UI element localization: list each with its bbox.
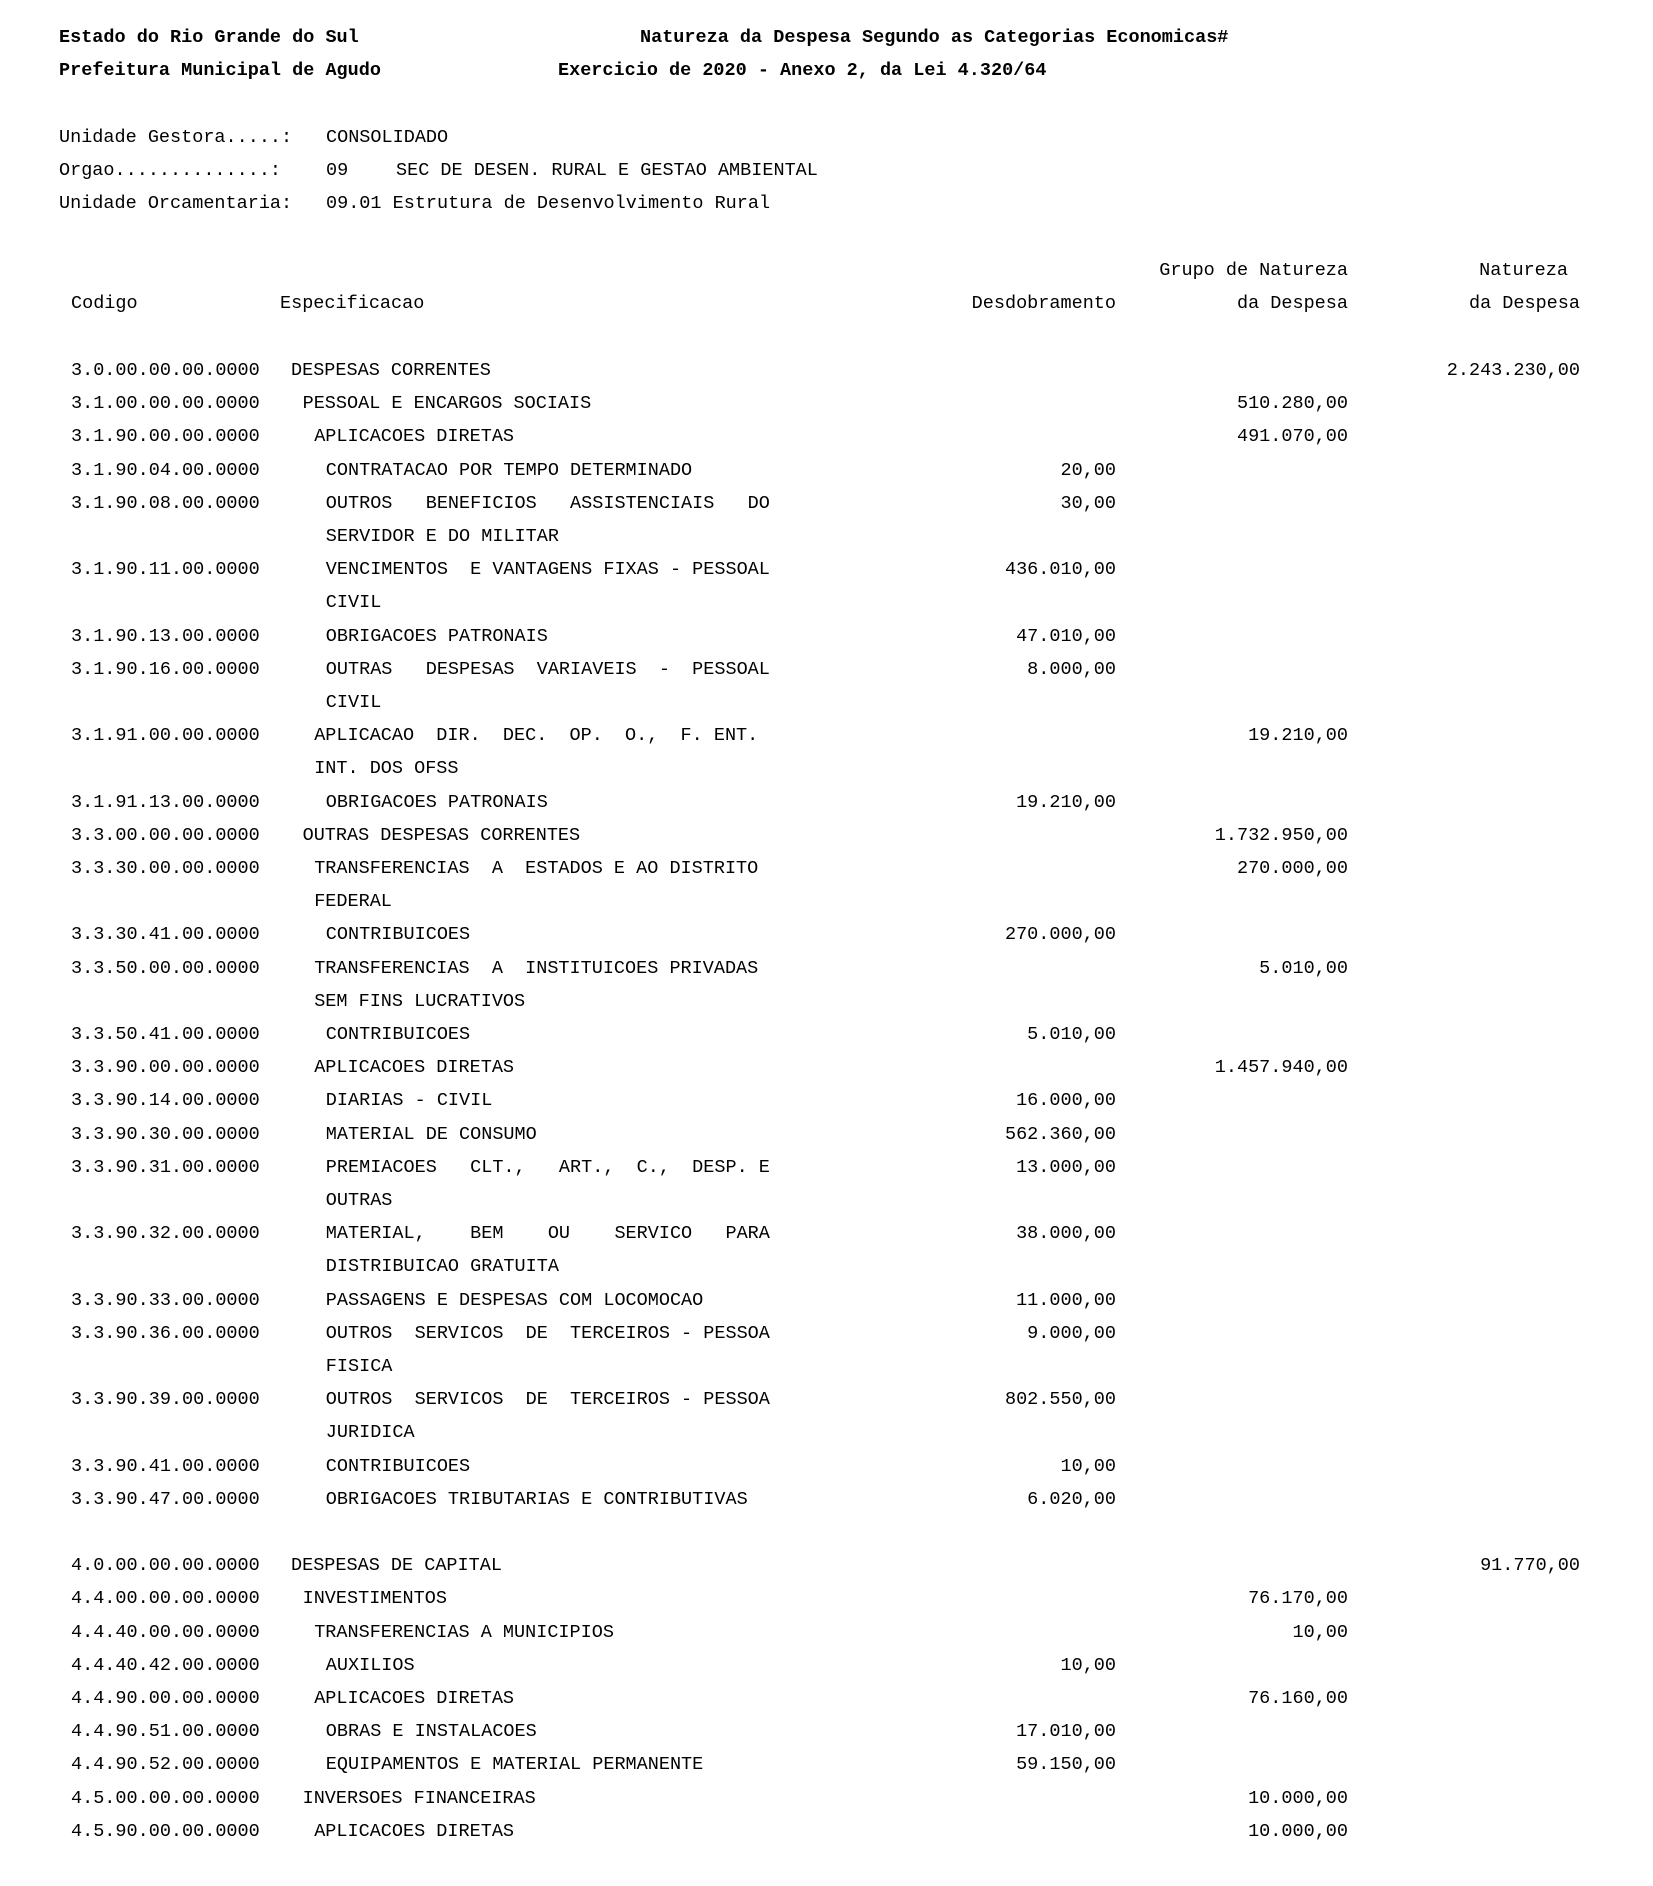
row-description: OUTROS BENEFICIOS ASSISTENCIAIS DO bbox=[325, 492, 770, 514]
col-header-desdobramento: Desdobramento bbox=[971, 293, 1116, 314]
row-code: 3.3.90.14.00.0000 bbox=[71, 1090, 260, 1112]
row-code: 3.1.90.11.00.0000 bbox=[71, 559, 260, 581]
row-grupo: 1.457.940,00 bbox=[1214, 1057, 1348, 1079]
row-code: 3.3.90.33.00.0000 bbox=[71, 1289, 260, 1311]
row-desdobramento: 270.000,00 bbox=[1004, 924, 1116, 946]
report-subtitle: Exercicio de 2020 - Anexo 2, da Lei 4.320/64 bbox=[558, 60, 1047, 81]
row-description: DESPESAS CORRENTES bbox=[291, 360, 491, 381]
row-grupo: 5.010,00 bbox=[1259, 957, 1348, 979]
orgao-name: SEC DE DESEN. RURAL E GESTAO AMBIENTAL bbox=[396, 160, 818, 181]
row-desdobramento: 19.210,00 bbox=[1016, 791, 1116, 813]
col-header-codigo: Codigo bbox=[71, 293, 138, 314]
row-desdobramento: 802.550,00 bbox=[1004, 1389, 1116, 1411]
row-code: 3.1.90.13.00.0000 bbox=[71, 625, 260, 647]
row-code: 3.3.00.00.00.0000 bbox=[71, 824, 260, 846]
row-description: MATERIAL DE CONSUMO bbox=[325, 1123, 537, 1145]
row-description: TRANSFERENCIAS A ESTADOS E AO DISTRITO bbox=[314, 858, 759, 879]
row-desdobramento: 59.150,00 bbox=[1016, 1754, 1116, 1776]
row-desdobramento: 10,00 bbox=[1060, 1654, 1116, 1676]
row-grupo: 76.170,00 bbox=[1248, 1588, 1348, 1610]
row-grupo: 491.070,00 bbox=[1236, 426, 1348, 448]
col-header-grupo-line1: Grupo de Natureza bbox=[1159, 260, 1348, 281]
row-description: SEM FINS LUCRATIVOS bbox=[314, 990, 526, 1012]
row-description: FISICA bbox=[325, 1356, 393, 1377]
row-description: DESPESAS DE CAPITAL bbox=[291, 1555, 502, 1577]
row-description: DIARIAS - CIVIL bbox=[325, 1090, 493, 1112]
row-code: 4.0.00.00.00.0000 bbox=[71, 1555, 260, 1577]
row-desdobramento: 10,00 bbox=[1060, 1455, 1116, 1477]
row-description: PREMIACOES CLT., ART., C., DESP. E bbox=[325, 1156, 770, 1178]
row-description: CONTRIBUICOES bbox=[325, 1024, 471, 1045]
row-description: AUXILIOS bbox=[325, 1654, 415, 1676]
row-code: 3.3.90.00.00.0000 bbox=[71, 1057, 260, 1079]
row-desdobramento: 9.000,00 bbox=[1027, 1322, 1116, 1344]
unidade-gestora-value: CONSOLIDADO bbox=[326, 127, 449, 148]
row-description: APLICACOES DIRETAS bbox=[314, 1057, 515, 1079]
col-header-natureza-line2: da Despesa bbox=[1468, 293, 1580, 314]
row-code: 3.3.50.00.00.0000 bbox=[71, 957, 260, 979]
row-description: DISTRIBUICAO GRATUITA bbox=[325, 1256, 559, 1278]
row-description: OUTRAS bbox=[325, 1190, 393, 1211]
row-description: APLICACAO DIR. DEC. OP. O., F. ENT. bbox=[314, 725, 759, 747]
row-description: APLICACOES DIRETAS bbox=[314, 426, 515, 448]
row-description: CONTRIBUICOES bbox=[325, 924, 471, 946]
row-code: 3.0.00.00.00.0000 bbox=[71, 360, 260, 381]
row-description: SERVIDOR E DO MILITAR bbox=[325, 526, 559, 547]
row-code: 3.1.00.00.00.0000 bbox=[71, 393, 260, 415]
row-desdobramento: 16.000,00 bbox=[1016, 1090, 1116, 1112]
row-description: VENCIMENTOS E VANTAGENS FIXAS - PESSOAL bbox=[325, 559, 770, 581]
row-description: APLICACOES DIRETAS bbox=[314, 1820, 515, 1842]
row-code: 3.3.30.41.00.0000 bbox=[71, 924, 260, 946]
row-desdobramento: 17.010,00 bbox=[1016, 1721, 1116, 1743]
row-description: EQUIPAMENTOS E MATERIAL PERMANENTE bbox=[325, 1754, 704, 1776]
row-description: CONTRIBUICOES bbox=[325, 1455, 471, 1477]
row-description: PESSOAL E ENCARGOS SOCIAIS bbox=[302, 393, 592, 415]
row-code: 4.4.40.00.00.0000 bbox=[71, 1621, 260, 1643]
row-grupo: 10.000,00 bbox=[1248, 1820, 1348, 1842]
row-code: 4.5.90.00.00.0000 bbox=[71, 1820, 260, 1842]
row-description: OBRIGACOES TRIBUTARIAS E CONTRIBUTIVAS bbox=[325, 1488, 748, 1510]
row-code: 3.3.50.41.00.0000 bbox=[71, 1024, 260, 1045]
row-desdobramento: 20,00 bbox=[1060, 459, 1116, 481]
row-code: 3.1.90.04.00.0000 bbox=[71, 459, 260, 481]
row-desdobramento: 8.000,00 bbox=[1027, 658, 1116, 680]
row-code: 3.1.90.16.00.0000 bbox=[71, 658, 260, 680]
row-desdobramento: 6.020,00 bbox=[1027, 1488, 1116, 1510]
row-description: APLICACOES DIRETAS bbox=[314, 1688, 515, 1709]
row-description: TRANSFERENCIAS A MUNICIPIOS bbox=[314, 1621, 614, 1643]
row-description: PASSAGENS E DESPESAS COM LOCOMOCAO bbox=[325, 1289, 704, 1311]
row-description: OUTROS SERVICOS DE TERCEIROS - PESSOA bbox=[325, 1322, 770, 1344]
row-description: MATERIAL, BEM OU SERVICO PARA bbox=[325, 1223, 770, 1245]
orgao-label: Orgao..............: bbox=[59, 160, 282, 181]
row-description: CIVIL bbox=[325, 592, 382, 614]
row-grupo: 19.210,00 bbox=[1248, 725, 1348, 747]
unidade-orcamentaria-label: Unidade Orcamentaria: bbox=[59, 193, 293, 214]
row-code: 4.4.40.42.00.0000 bbox=[71, 1654, 260, 1676]
row-grupo: 510.280,00 bbox=[1236, 393, 1348, 415]
row-grupo: 270.000,00 bbox=[1236, 858, 1348, 879]
row-description: INVERSOES FINANCEIRAS bbox=[302, 1787, 536, 1809]
header-municipality: Prefeitura Municipal de Agudo bbox=[59, 60, 381, 81]
row-code: 3.3.90.39.00.0000 bbox=[71, 1389, 260, 1411]
row-code: 3.1.90.08.00.0000 bbox=[71, 492, 260, 514]
row-code: 3.3.90.47.00.0000 bbox=[71, 1488, 260, 1510]
row-code: 3.3.90.31.00.0000 bbox=[71, 1156, 260, 1178]
row-desdobramento: 436.010,00 bbox=[1004, 559, 1116, 581]
row-code: 3.3.90.32.00.0000 bbox=[71, 1223, 260, 1245]
orgao-code: 09 bbox=[326, 160, 349, 181]
row-desdobramento: 5.010,00 bbox=[1027, 1024, 1116, 1045]
row-code: 3.3.90.30.00.0000 bbox=[71, 1123, 260, 1145]
row-description: CIVIL bbox=[325, 692, 382, 713]
row-code: 4.5.00.00.00.0000 bbox=[71, 1787, 260, 1809]
row-desdobramento: 562.360,00 bbox=[1004, 1123, 1116, 1145]
row-desdobramento: 38.000,00 bbox=[1016, 1223, 1116, 1245]
row-description: TRANSFERENCIAS A INSTITUICOES PRIVADAS bbox=[314, 957, 759, 979]
row-code: 3.3.90.41.00.0000 bbox=[71, 1455, 260, 1477]
row-code: 3.1.91.13.00.0000 bbox=[71, 791, 260, 813]
row-description: OBRIGACOES PATRONAIS bbox=[325, 625, 548, 647]
row-description: OBRAS E INSTALACOES bbox=[325, 1721, 537, 1743]
row-code: 4.4.90.52.00.0000 bbox=[71, 1754, 260, 1776]
row-code: 3.1.91.00.00.0000 bbox=[71, 725, 260, 747]
row-desdobramento: 13.000,00 bbox=[1016, 1156, 1116, 1178]
row-natureza: 91.770,00 bbox=[1480, 1555, 1580, 1577]
report-title: Natureza da Despesa Segundo as Categorias Economicas# bbox=[640, 27, 1229, 48]
row-code: 3.1.90.00.00.0000 bbox=[71, 426, 260, 448]
row-code: 4.4.90.51.00.0000 bbox=[71, 1721, 260, 1743]
row-code: 4.4.00.00.00.0000 bbox=[71, 1588, 260, 1610]
unidade-orcamentaria-value: 09.01 Estrutura de Desenvolvimento Rural bbox=[326, 193, 771, 214]
row-description: INT. DOS OFSS bbox=[314, 758, 459, 780]
row-desdobramento: 30,00 bbox=[1060, 492, 1116, 514]
row-code: 4.4.90.00.00.0000 bbox=[71, 1688, 260, 1709]
row-description: OUTROS SERVICOS DE TERCEIROS - PESSOA bbox=[325, 1389, 770, 1411]
row-description: CONTRATACAO POR TEMPO DETERMINADO bbox=[325, 459, 693, 481]
row-description: FEDERAL bbox=[314, 891, 392, 913]
row-grupo: 10,00 bbox=[1292, 1621, 1348, 1643]
row-desdobramento: 47.010,00 bbox=[1016, 625, 1116, 647]
row-description: OUTRAS DESPESAS CORRENTES bbox=[302, 824, 581, 846]
col-header-grupo-line2: da Despesa bbox=[1236, 293, 1348, 314]
row-grupo: 10.000,00 bbox=[1248, 1787, 1348, 1809]
col-header-especificacao: Especificacao bbox=[280, 293, 425, 314]
row-grupo: 1.732.950,00 bbox=[1214, 824, 1348, 846]
row-natureza: 2.243.230,00 bbox=[1446, 360, 1580, 381]
row-description: OUTRAS DESPESAS VARIAVEIS - PESSOAL bbox=[325, 658, 770, 680]
unidade-gestora-label: Unidade Gestora.....: bbox=[59, 127, 293, 148]
row-description: INVESTIMENTOS bbox=[302, 1588, 447, 1610]
row-code: 3.3.90.36.00.0000 bbox=[71, 1322, 260, 1344]
row-grupo: 76.160,00 bbox=[1248, 1688, 1348, 1709]
col-header-natureza-line1: Natureza bbox=[1479, 260, 1568, 281]
row-desdobramento: 11.000,00 bbox=[1016, 1289, 1116, 1311]
row-code: 3.3.30.00.00.0000 bbox=[71, 858, 260, 879]
row-description: OBRIGACOES PATRONAIS bbox=[325, 791, 548, 813]
header-state: Estado do Rio Grande do Sul bbox=[59, 27, 359, 48]
row-description: JURIDICA bbox=[325, 1422, 415, 1444]
